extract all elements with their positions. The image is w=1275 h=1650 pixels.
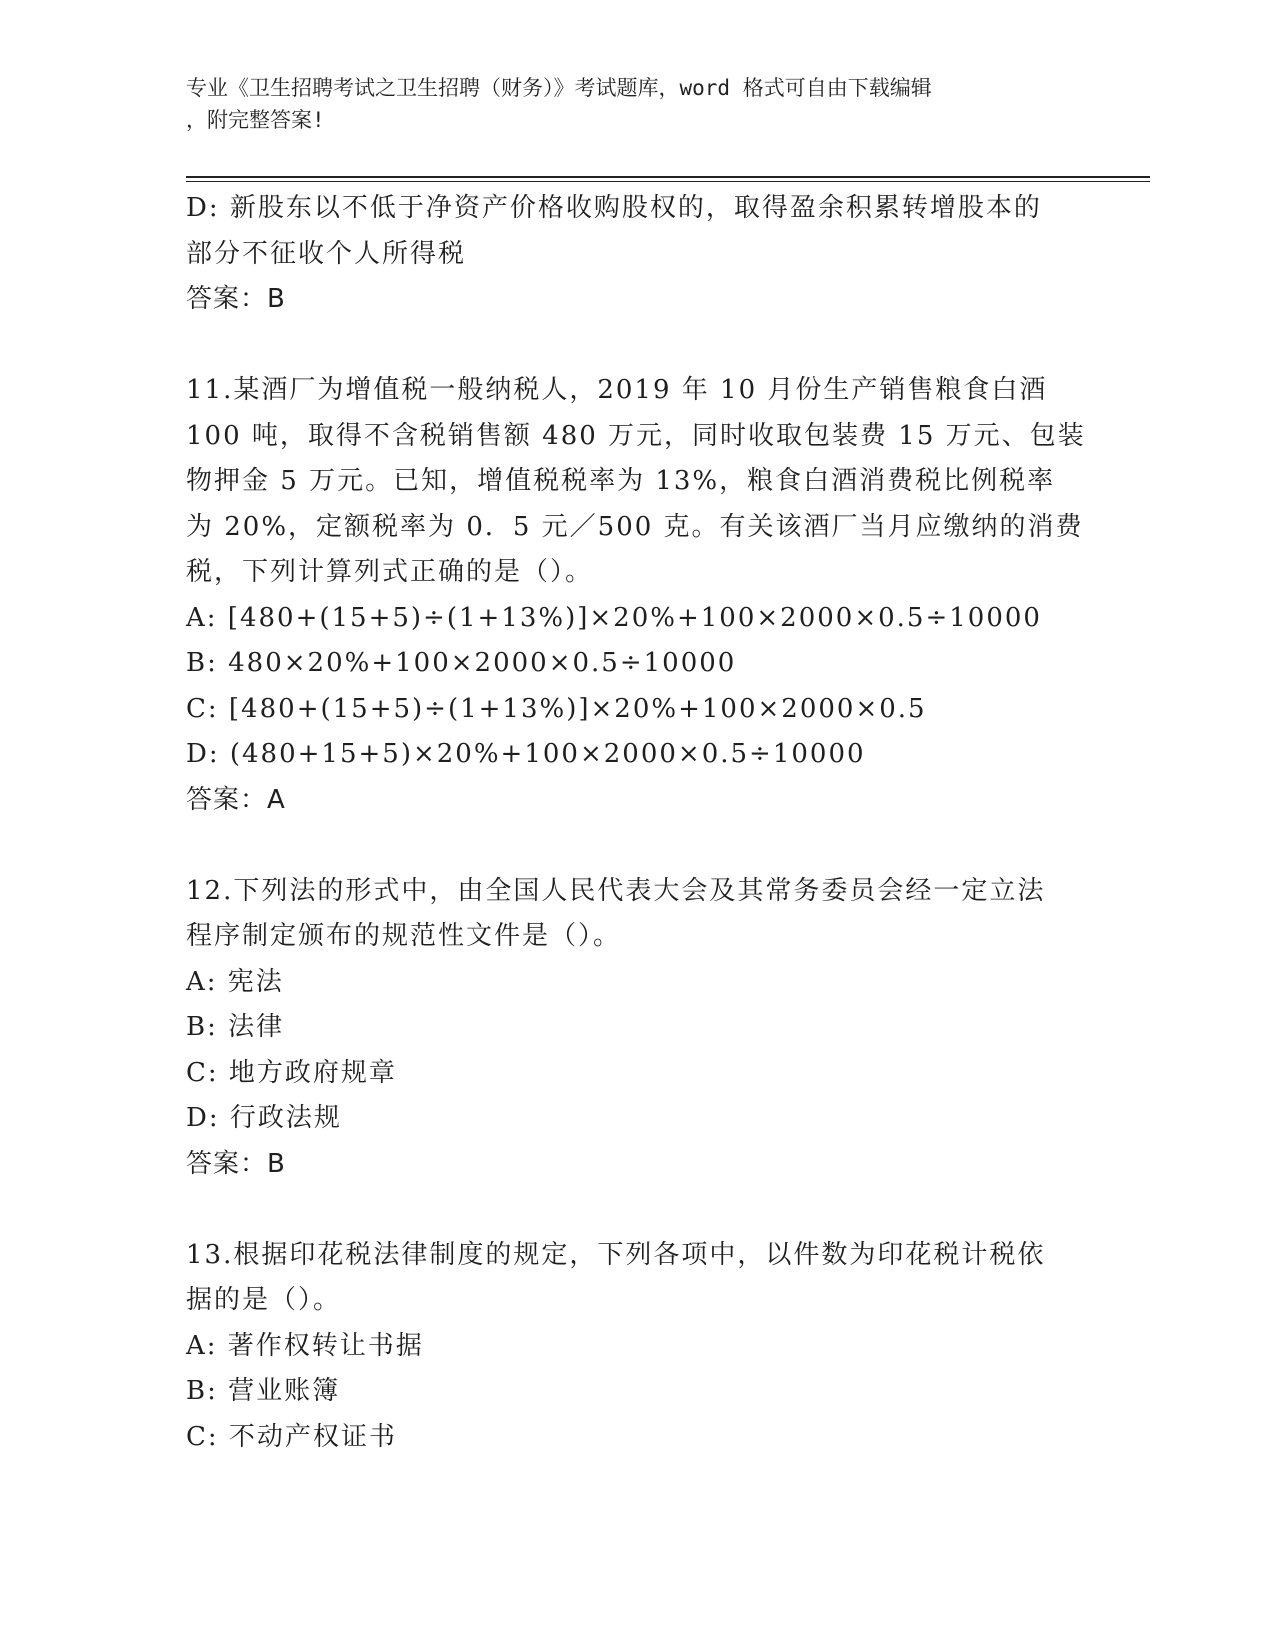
document-header [186,72,1066,136]
question-11-line-5: 税，下列计算列式正确的是（）。 [186,557,594,587]
answer: 答案：B [186,284,286,314]
question-12-line-2: 程序制定颁布的规范性文件是（）。 [186,921,622,951]
spacer [186,323,1086,369]
question-12-answer: 答案：B [186,1148,286,1179]
question-12-option-a: A: 宪法 [186,966,284,997]
question-11-option-d: D: (480+15+5)×20%+100×2000×0.5÷10000 [186,739,866,769]
question-13-line-2: 据的是（）。 [186,1285,342,1315]
option-d-line-2: 部分不征收个人所得税 [186,238,467,269]
question-12-option-c: C: 地方政府规章 [186,1057,397,1088]
option-d-line-1: D: 新股东以不低于净资产价格收购股权的，取得盈余积累转增股本的 [186,193,1042,223]
header-rule-thick [186,176,1150,178]
question-11-line-3: 物押金 5 万元。已知，增值税税率为 13%，粮食白酒消费税比例税率 [186,466,1056,496]
question-13-option-a: A: 著作权转让书据 [186,1330,424,1361]
question-13-line-1: 13.根据印花税法律制度的规定，下列各项中，以件数为印花税计税依 [186,1239,1046,1270]
spacer [186,1187,1086,1233]
question-13-option-c: C: 不动产权证书 [186,1421,397,1452]
question-13 [186,1233,1086,1461]
question-11-option-a: A: [480+(15+5)÷(1+13%)]×20%+100×2000×0.5÷10000 [186,602,1042,633]
spacer [186,823,1086,869]
question-13-option-b: B: 营业账簿 [186,1376,341,1406]
question-11-line-1: 11.某酒厂为增值税一般纳税人，2019 年 10 月份生产销售粮食白酒 [186,375,1048,405]
question-11 [186,368,1086,823]
header-rule-thin [186,181,1150,182]
header-line-2: ，附完整答案! [186,108,325,132]
question-11-line-2: 100 吨，取得不含税销售额 480 万元，同时收取包装费 15 万元、包装 [186,420,1086,451]
header-line-1: 专业《卫生招聘考试之卫生招聘（财务）》考试题库，word 格式可自由下载编辑 [186,76,932,100]
question-11-option-c: C: [480+(15+5)÷(1+13%)]×20%+100×2000×0.5 [186,693,927,724]
previous-question-tail [186,186,1086,323]
question-content [186,186,1086,1460]
question-12-line-1: 12.下列法的形式中，由全国人民代表大会及其常务委员会经一定立法 [186,875,1046,906]
question-11-option-b: B: 480×20%+100×2000×0.5÷10000 [186,648,737,678]
question-12 [186,869,1086,1188]
question-11-line-4: 为 20%，定额税率为 0．5 元／500 克。有关该酒厂当月应缴纳的消费 [186,511,1084,542]
question-12-option-d: D: 行政法规 [186,1103,342,1133]
question-11-answer: 答案：A [186,784,286,815]
question-12-option-b: B: 法律 [186,1012,285,1042]
